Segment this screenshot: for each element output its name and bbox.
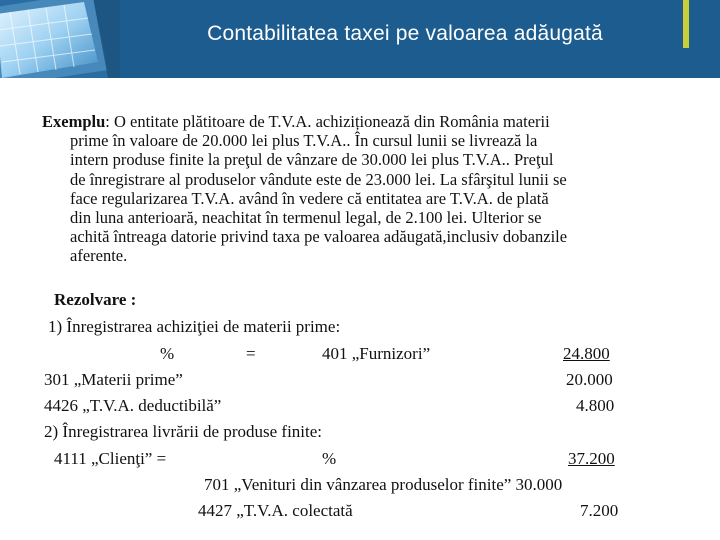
example-line-1: Exemplu: O entitate plătitoare de T.V.A. achiziționează din România materii bbox=[42, 112, 550, 131]
step2-heading: 2) Înregistrarea livrării de produse finite: bbox=[44, 422, 323, 441]
example-line-7: achită întreaga datorie privind taxa pe valoarea adăugată,inclusiv dobanzile bbox=[70, 227, 568, 247]
step2-total: 37.200 bbox=[568, 449, 615, 468]
example-line-5: face regularizarea T.V.A. având în vedere că entitatea are T.V.A. de plată bbox=[70, 188, 549, 208]
slide-title: Contabilitatea taxei pe valoarea adăugată bbox=[207, 22, 603, 45]
slide-content bbox=[0, 82, 720, 540]
step2-debit: 4111 „Clienţi” = bbox=[54, 449, 167, 468]
example-line-3: intern produse finite la preţul de vânzare de 30.000 lei plus T.V.A.. Preţul bbox=[70, 150, 554, 170]
slide-header bbox=[0, 0, 720, 78]
example-line-2: prime în valoare de 20.000 lei plus T.V.A.. În cursul lunii se livrează la bbox=[70, 131, 538, 151]
example-label: Exemplu bbox=[42, 112, 106, 131]
example-line-8: aferente. bbox=[70, 246, 128, 266]
step2-symbol: % bbox=[322, 449, 337, 468]
monitor-logo-icon bbox=[0, 0, 120, 78]
example-line-4: de înregistrare al produselor vândute este de 23.000 lei. La sfârşitul lunii se bbox=[70, 169, 567, 189]
step1-total: 24.800 bbox=[563, 344, 610, 363]
step2-credit2: 4427 „T.V.A. colectată bbox=[198, 501, 353, 520]
step1-credit: 401 „Furnizori” bbox=[322, 344, 431, 363]
step1-amount2: 4.800 bbox=[576, 396, 615, 415]
step2-credit1: 701 „Venituri din vânzarea produselor finite” 30.000 bbox=[204, 475, 563, 494]
solution-title: Rezolvare : bbox=[54, 290, 137, 309]
step1-symbol: % bbox=[160, 344, 175, 363]
step1-heading: 1) Înregistrarea achiziţiei de materii prime: bbox=[48, 317, 341, 336]
step2-amount2: 7.200 bbox=[580, 501, 619, 520]
step1-debit1: 301 „Materii prime” bbox=[44, 370, 183, 389]
example-line-6: din luna anterioară, neachitat în termenul legal, de 2.100 lei. Ulterior se bbox=[70, 208, 542, 228]
step1-debit2: 4426 „T.V.A. deductibilă” bbox=[44, 396, 222, 415]
step1-eq: = bbox=[246, 344, 256, 363]
step1-amount1: 20.000 bbox=[566, 370, 613, 389]
accent-bar bbox=[683, 0, 689, 48]
example-paragraph bbox=[42, 112, 674, 266]
